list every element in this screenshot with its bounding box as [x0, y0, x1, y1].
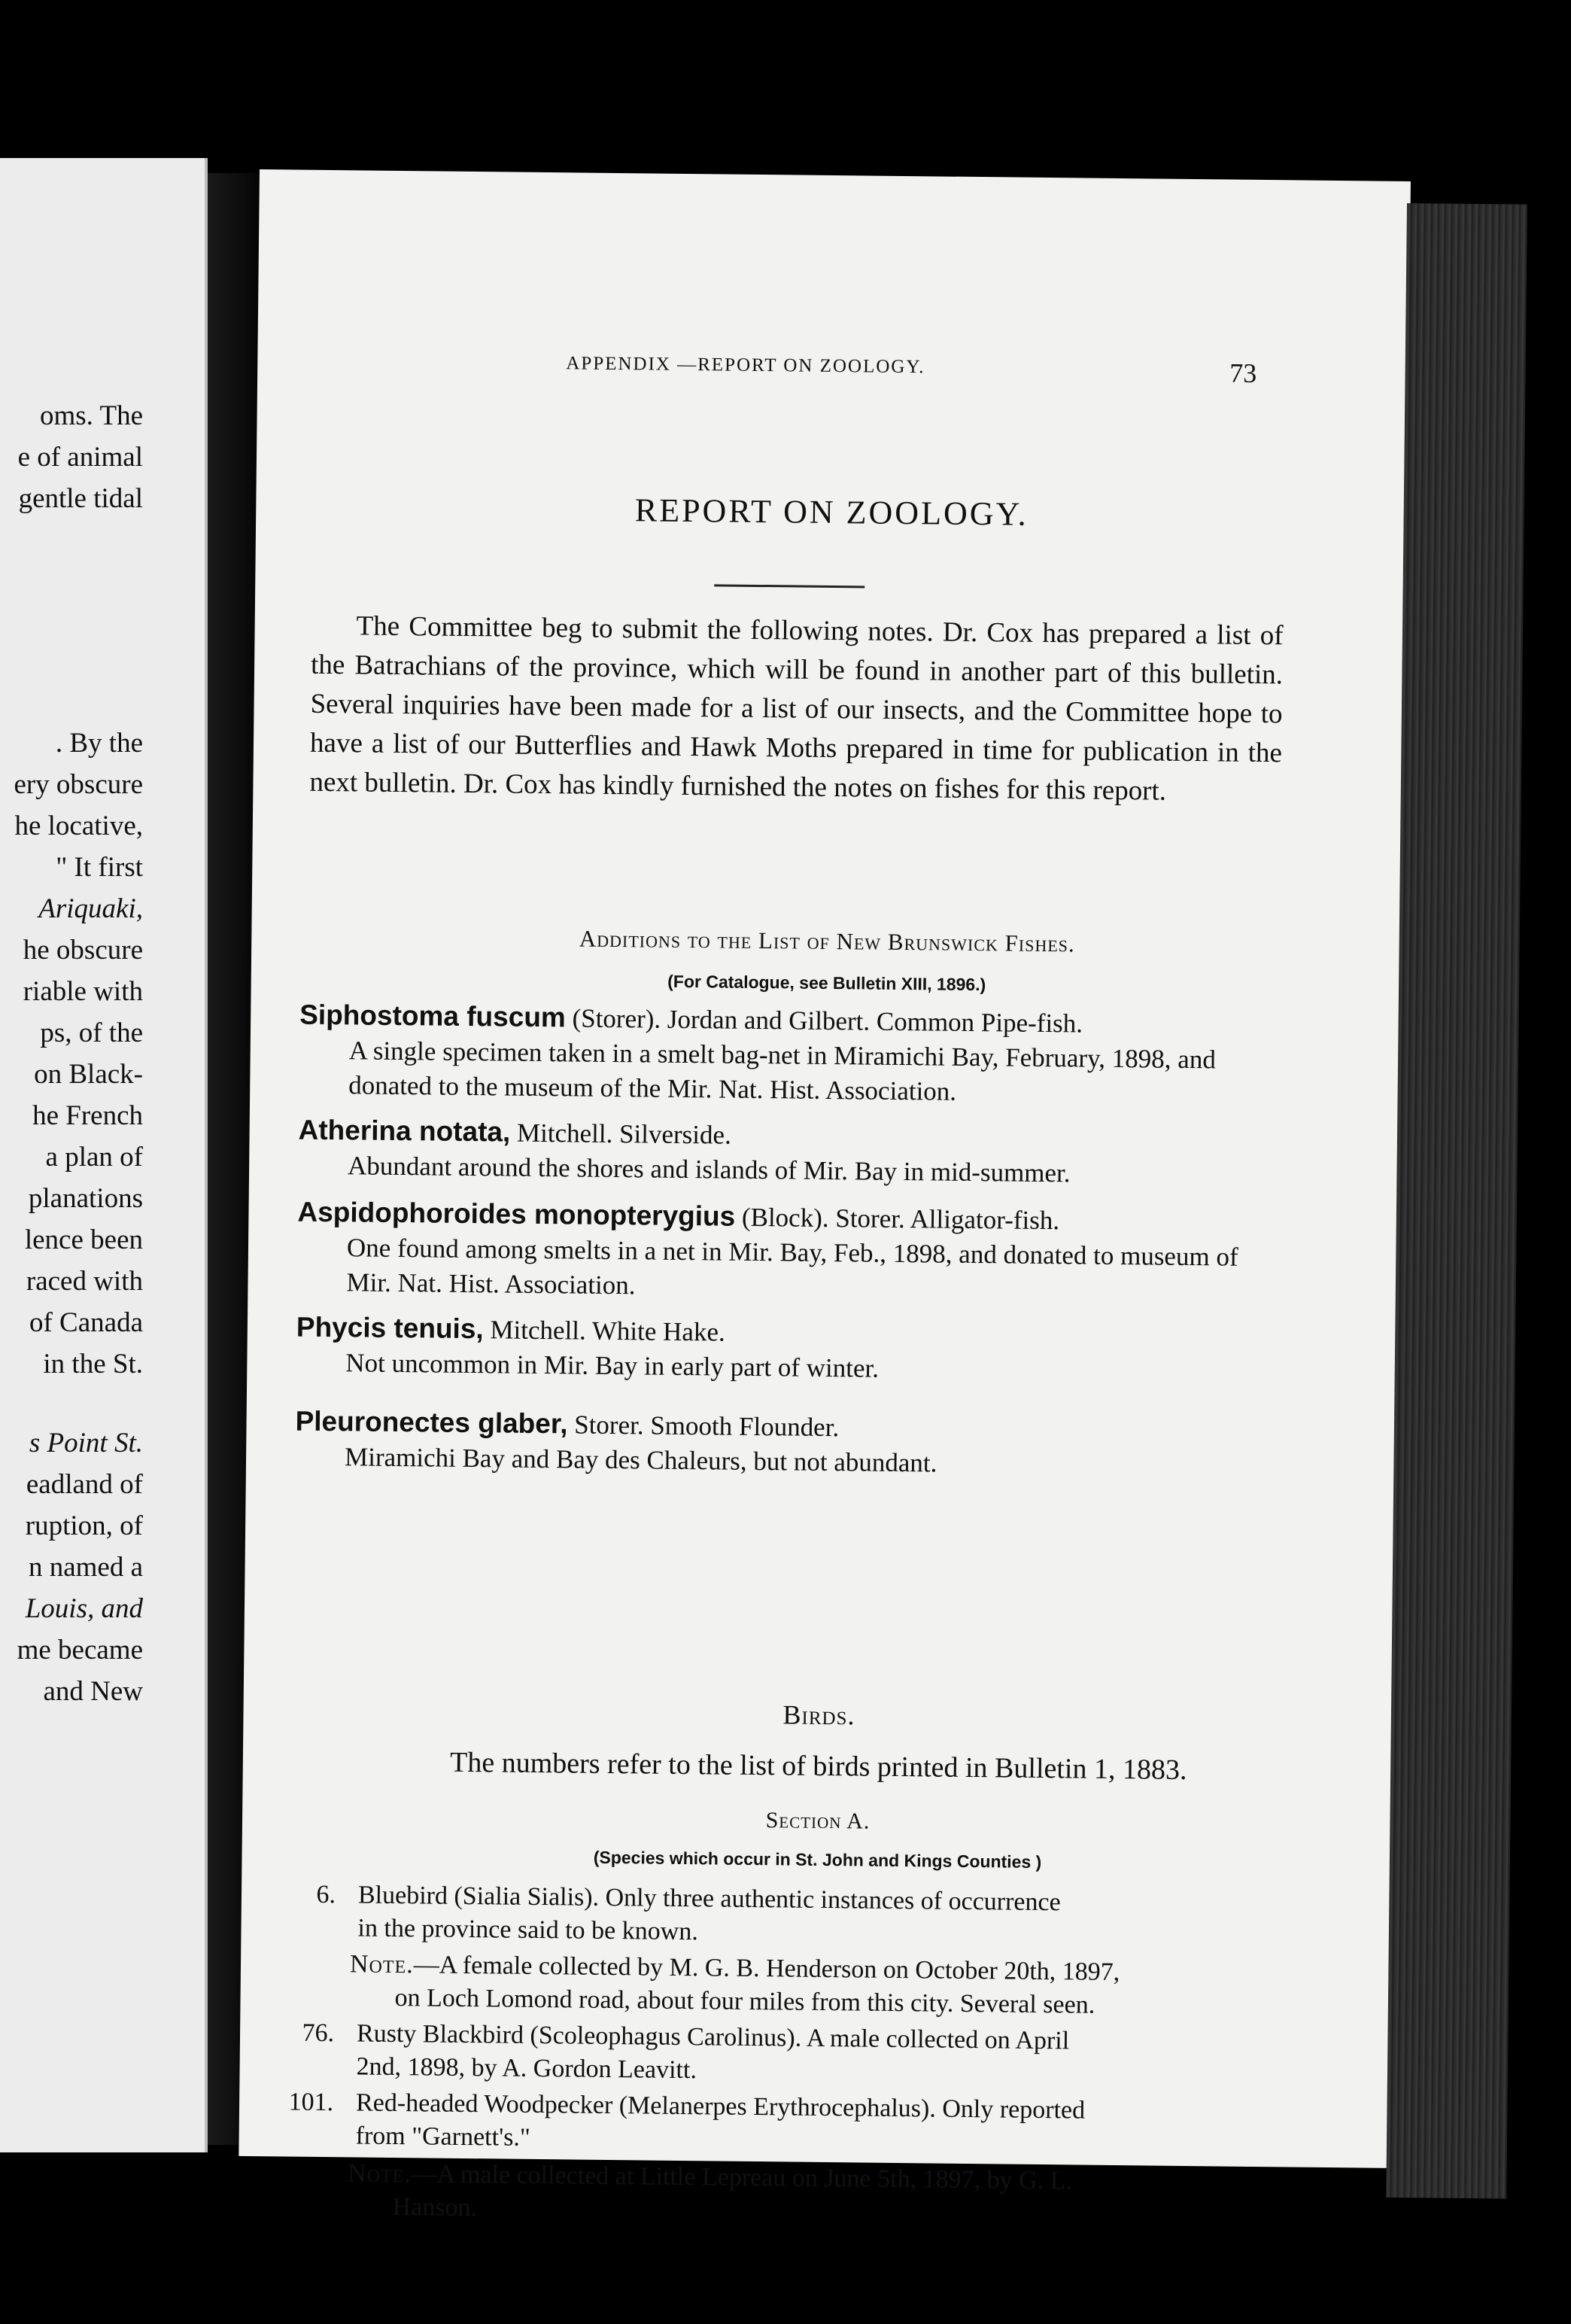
left-page-line: lence been: [24, 1224, 143, 1255]
bird-number: 76.: [302, 2018, 335, 2048]
fishes-subheading: (For Catalogue, see Bulletin XIII, 1896.): [667, 971, 986, 995]
species-entry: [296, 1195, 1283, 1310]
species-description: Abundant around the shores and islands of Mir. Bay in mid-summer.: [347, 1151, 1071, 1188]
species-authority: Mitchell. Silverside.: [510, 1118, 732, 1150]
species-name: Aspidophoroides monopterygius: [297, 1196, 736, 1232]
note-label: Note.: [347, 2159, 412, 2189]
left-page-line: in the St.: [43, 1349, 143, 1379]
left-page-line: planations: [28, 1183, 143, 1214]
species-entry: [296, 1310, 1282, 1391]
left-page-line: me became: [17, 1635, 143, 1665]
report-title: REPORT ON ZOOLOGY.: [634, 491, 1029, 533]
bird-number: 101.: [288, 2088, 334, 2117]
left-page-line: riable with: [23, 976, 143, 1007]
left-page-line: oms. The: [39, 400, 143, 431]
bird-text: Red-headed Woodpecker (Melanerpes Erythrocephalus). Only reported: [355, 2088, 1086, 2125]
left-page-line: " It first: [56, 852, 143, 883]
bird-text: Bluebird (Sialia Sialis). Only three authentic instances of occurrence: [357, 1881, 1061, 1917]
left-page-line: of Canada: [29, 1307, 143, 1338]
bird-entry: [280, 2085, 1259, 2162]
left-page-line: Ariquaki,: [38, 893, 143, 924]
left-page-line: e of animal: [17, 442, 143, 473]
species-authority: (Storer). Jordan and Gilbert. Common Pipe-fish.: [565, 1003, 1083, 1039]
title-rule: [714, 584, 865, 588]
left-page-line: Louis, and: [25, 1593, 143, 1624]
left-page-line: eadland of: [26, 1469, 143, 1500]
note-label: Note.: [349, 1950, 414, 1979]
species-name: Atherina notata,: [298, 1114, 511, 1148]
bird-note: [347, 2157, 1262, 2233]
species-entry: [299, 998, 1285, 1113]
left-page-line: ery obscure: [14, 769, 143, 800]
book-page-edges: [1386, 203, 1527, 2199]
species-entry: [295, 1404, 1281, 1485]
bird-entry: [281, 2016, 1260, 2093]
species-entry: [298, 1113, 1284, 1194]
bird-note: [349, 1948, 1264, 2024]
birds-heading: Birds.: [782, 1699, 855, 1731]
species-description: Miramichi Bay and Bay des Chaleurs, but not abundant.: [344, 1442, 937, 1478]
species-authority: Storer. Smooth Flounder.: [567, 1410, 840, 1443]
note-text-continued: Hanson.: [392, 2192, 478, 2222]
left-page-line: he French: [32, 1100, 143, 1131]
left-page-line: n named a: [28, 1552, 143, 1583]
left-page-line: ps, of the: [40, 1018, 143, 1048]
species-name: Siphostoma fuscum: [299, 999, 567, 1033]
species-name: Phycis tenuis,: [296, 1311, 484, 1345]
note-text-continued: on Loch Lomond road, about four miles from this city. Several seen.: [394, 1984, 1095, 2019]
left-page-line: gentle tidal: [18, 483, 143, 514]
bird-text-continued: 2nd, 1898, by A. Gordon Leavitt.: [356, 2052, 697, 2085]
bird-number: 6.: [316, 1880, 336, 1909]
left-page-line: . By the: [55, 728, 143, 759]
right-page: [239, 169, 1411, 2222]
page-number: 73: [1229, 357, 1257, 388]
note-text: —A male collected at Little Lepreau on June 5th, 1897, by G. L.: [411, 2160, 1073, 2195]
intro-paragraph-text: The Committee beg to submit the following notes. Dr. Cox has prepared a list of the Batrachians of the province, which will be found in another part of this bulletin. Several inquiries have been made for a list of our insects, and the Committee hope to have a list of our Butterflies and Hawk Moths prepared in time for publication in the next bulletin. Dr. Cox has kindly furnished the notes on fishes for this report.: [309, 610, 1284, 807]
bird-text-continued: from "Garnett's.": [355, 2122, 530, 2152]
species-description: A single specimen taken in a smelt bag-net in Miramichi Bay, February, 1898, and donated to the museum of the Mir. Nat. Hist. Association.: [348, 1036, 1217, 1106]
left-page-line: a plan of: [45, 1142, 143, 1173]
species-description: One found among smelts in a net in Mir. Bay, Feb., 1898, and donated to museum of Mir. Nat. Hist. Association.: [346, 1233, 1238, 1300]
left-page-line: raced with: [26, 1266, 143, 1297]
bird-entry: [282, 1878, 1261, 1954]
species-name: Pleuronectes glaber,: [295, 1405, 568, 1440]
left-page-line: s Point St.: [29, 1428, 143, 1459]
species-authority: (Block). Storer. Alligator-fish.: [735, 1202, 1060, 1236]
bird-text: Rusty Blackbird (Scoleophagus Carolinus). A male collected on April: [356, 2019, 1070, 2055]
running-header: APPENDIX —REPORT ON ZOOLOGY.: [566, 353, 925, 378]
left-page-line: ruption, of: [25, 1510, 143, 1541]
fishes-heading: Additions to the List of New Brunswick Fishes.: [579, 925, 1075, 957]
bird-text-continued: in the province said to be known.: [357, 1914, 699, 1946]
left-page-line: he locative,: [14, 811, 143, 841]
left-page-line: and New: [43, 1676, 143, 1707]
section-subheading: (Species which occur in St. John and Kings Counties ): [593, 1847, 1042, 1872]
note-text: —A female collected by M. G. B. Henderson on October 20th, 1897,: [413, 1951, 1120, 1987]
species-authority: Mitchell. White Hake.: [483, 1315, 725, 1347]
species-description: Not uncommon in Mir. Bay in early part of winter.: [345, 1348, 880, 1383]
left-page-line: he obscure: [23, 935, 143, 966]
birds-intro: The numbers refer to the list of birds printed in Bulletin 1, 1883.: [449, 1746, 1187, 1787]
left-page-line: on Black-: [34, 1059, 143, 1090]
section-heading: Section A.: [765, 1808, 871, 1834]
intro-paragraph: [309, 607, 1284, 813]
